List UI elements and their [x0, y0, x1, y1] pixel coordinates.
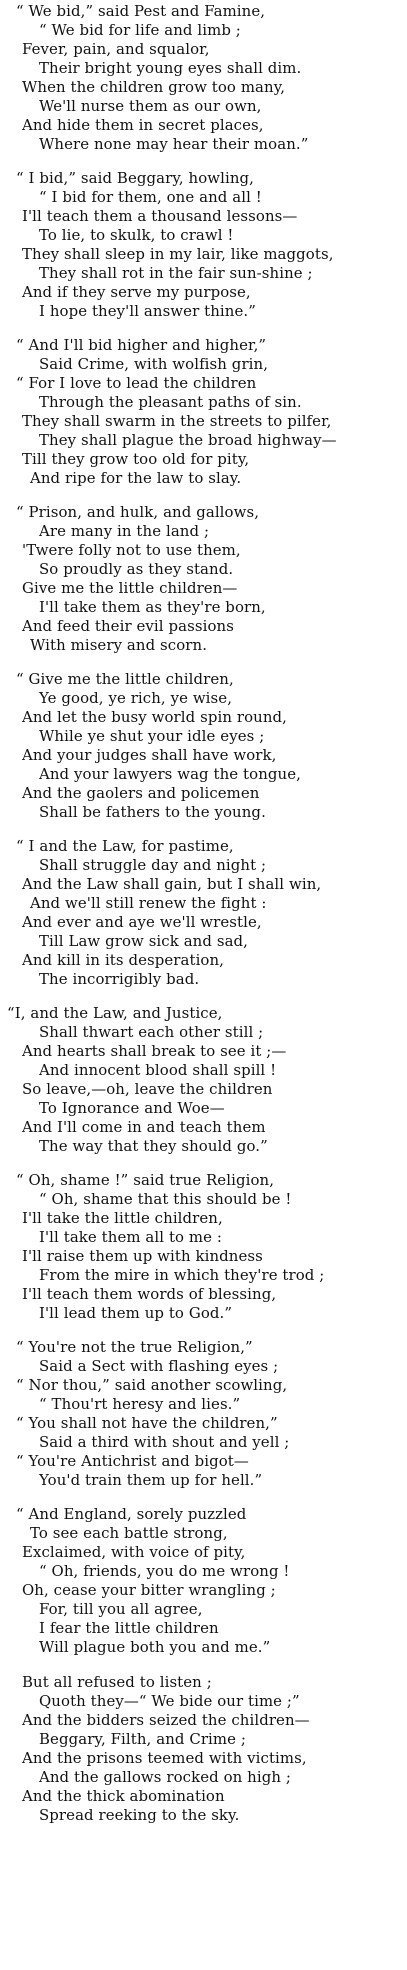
poem-line: I'll lead them up to God.”: [39, 1304, 233, 1322]
poem-line: “ Nor thou,” said another scowling,: [16, 1376, 288, 1394]
poem-line: I'll teach them a thousand lessons—: [22, 207, 298, 225]
poem-line: Where none may hear their moan.”: [39, 135, 309, 153]
poem-line: Spread reeking to the sky.: [39, 1806, 240, 1824]
poem-line: We'll nurse them as our own,: [39, 97, 262, 115]
poem-line: And kill in its desperation,: [22, 951, 225, 969]
poem-line: “I, and the Law, and Justice,: [7, 1004, 223, 1022]
poem-line: You'd train them up for hell.”: [39, 1471, 263, 1489]
poem-line: And the prisons teemed with victims,: [22, 1749, 307, 1767]
poem-line: And your lawyers wag the tongue,: [39, 765, 301, 783]
poem-line: While ye shut your idle eyes ;: [39, 727, 265, 745]
poem-line: Exclaimed, with voice of pity,: [22, 1543, 246, 1561]
poem-line: “ We bid for life and limb ;: [39, 21, 241, 39]
poem-line: To Ignorance and Woe—: [39, 1099, 225, 1117]
poem-line: Fever, pain, and squalor,: [22, 40, 210, 58]
poem-line: Till they grow too old for pity,: [22, 450, 250, 468]
poem-line: They shall sleep in my lair, like maggots,: [22, 245, 334, 263]
poem-line: I'll take the little children,: [22, 1209, 223, 1227]
poem-line: “ Give me the little children,: [16, 670, 234, 688]
poem-line: And the thick abomination: [22, 1787, 225, 1805]
poem-line: They shall rot in the fair sun-shine ;: [39, 264, 313, 282]
stanza-9: [0, 1338, 407, 1490]
stanza-4: [0, 503, 407, 655]
stanza-5: [0, 670, 407, 822]
poem-line: Quoth they—“ We bide our time ;”: [39, 1692, 300, 1710]
poem-line: Said a Sect with flashing eyes ;: [39, 1357, 279, 1375]
poem-line: “ I bid,” said Beggary, howling,: [16, 169, 255, 187]
poem-line: So leave,—oh, leave the children: [22, 1080, 273, 1098]
poem-line: But all refused to listen ;: [22, 1673, 212, 1691]
poem-line: “ Oh, shame !” said true Religion,: [16, 1171, 275, 1189]
poem-line: I'll take them as they're born,: [39, 598, 266, 616]
stanza-10: [0, 1505, 407, 1657]
stanza-6: [0, 837, 407, 989]
poem-line: Oh, cease your bitter wrangling ;: [22, 1581, 276, 1599]
poem-line: The incorrigibly bad.: [39, 970, 200, 988]
poem-line: “ And I'll bid higher and higher,”: [16, 336, 267, 354]
poem-line: And I'll come in and teach them: [22, 1118, 266, 1136]
poem-line: “ Thou'rt heresy and lies.”: [39, 1395, 241, 1413]
poem-line: Said a third with shout and yell ;: [39, 1433, 290, 1451]
poem-line: I'll teach them words of blessing,: [22, 1285, 277, 1303]
stanza-1: [0, 2, 407, 154]
poem-line: And we'll still renew the fight :: [30, 894, 267, 912]
poem-line: And the gaolers and policemen: [22, 784, 260, 802]
poem-line: “ You shall not have the children,”: [16, 1414, 278, 1432]
poem-line: And ever and aye we'll wrestle,: [22, 913, 262, 931]
poem-line: And hide them in secret places,: [22, 116, 264, 134]
poem-line: And let the busy world spin round,: [22, 708, 287, 726]
poem-line: I'll raise them up with kindness: [22, 1247, 263, 1265]
poem-line: Till Law grow sick and sad,: [39, 932, 249, 950]
poem-line: And if they serve my purpose,: [22, 283, 251, 301]
poem-line: And hearts shall break to see it ;—: [22, 1042, 287, 1060]
poem-line: And innocent blood shall spill !: [39, 1061, 277, 1079]
poem-line: Beggary, Filth, and Crime ;: [39, 1730, 247, 1748]
poem-line: I'll take them all to me :: [39, 1228, 223, 1246]
poem-line: They shall plague the broad highway—: [39, 431, 337, 449]
poem-line: And feed their evil passions: [22, 617, 234, 635]
poem-line: And the gallows rocked on high ;: [39, 1768, 291, 1786]
stanza-2: [0, 169, 407, 321]
poem-line: And ripe for the law to slay.: [30, 469, 242, 487]
poem-line: “ Prison, and hulk, and gallows,: [16, 503, 260, 521]
poem-line: And your judges shall have work,: [22, 746, 277, 764]
poem-line: To see each battle strong,: [30, 1524, 228, 1542]
poem-line: Through the pleasant paths of sin.: [39, 393, 302, 411]
poem-line: “ We bid,” said Pest and Famine,: [16, 2, 266, 20]
stanza-11: [0, 1673, 407, 1825]
poem-line: Shall thwart each other still ;: [39, 1023, 264, 1041]
poem-line: With misery and scorn.: [30, 636, 208, 654]
poem-line: Give me the little children—: [22, 579, 238, 597]
poem-line: I fear the little children: [39, 1619, 219, 1637]
poem-line: Their bright young eyes shall dim.: [39, 59, 302, 77]
poem-line: And the bidders seized the children—: [22, 1711, 310, 1729]
poem-line: I hope they'll answer thine.”: [39, 302, 256, 320]
poem-line: The way that they should go.”: [39, 1137, 268, 1155]
poem-line: “ You're not the true Religion,”: [16, 1338, 253, 1356]
poem-line: For, till you all agree,: [39, 1600, 203, 1618]
stanza-8: [0, 1171, 407, 1323]
stanza-7: [0, 1004, 407, 1156]
poem-line: “ Oh, shame that this should be !: [39, 1190, 292, 1208]
poem-line: From the mire in which they're trod ;: [39, 1266, 325, 1284]
poem-line: To lie, to skulk, to crawl !: [39, 226, 234, 244]
poem-line: “ You're Antichrist and bigot—: [16, 1452, 249, 1470]
poem-line: Shall be fathers to the young.: [39, 803, 266, 821]
poem-line: 'Twere folly not to use them,: [22, 541, 241, 559]
poem-line: Ye good, ye rich, ye wise,: [39, 689, 233, 707]
poem-line: “ For I love to lead the children: [16, 374, 257, 392]
poem-line: When the children grow too many,: [22, 78, 286, 96]
poem-line: And the Law shall gain, but I shall win,: [22, 875, 322, 893]
poem-line: So proudly as they stand.: [39, 560, 234, 578]
poem-line: Said Crime, with wolfish grin,: [39, 355, 269, 373]
poem-line: Shall struggle day and night ;: [39, 856, 267, 874]
poem-line: “ I bid for them, one and all !: [39, 188, 262, 206]
poem-line: “ I and the Law, for pastime,: [16, 837, 234, 855]
stanza-3: [0, 336, 407, 488]
poem-line: Will plague both you and me.”: [39, 1638, 271, 1656]
poem-line: “ Oh, friends, you do me wrong !: [39, 1562, 290, 1580]
poem-line: They shall swarm in the streets to pilfer,: [22, 412, 332, 430]
poem-line: Are many in the land ;: [39, 522, 210, 540]
poem-line: “ And England, sorely puzzled: [16, 1505, 247, 1523]
